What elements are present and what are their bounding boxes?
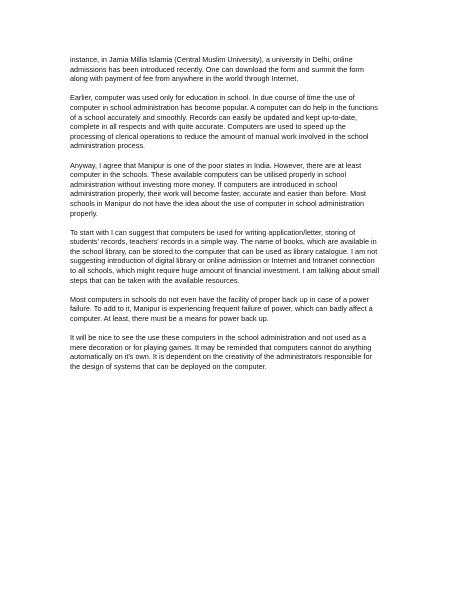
paragraph-line: To start with I can suggest that computers be used for writing application/letter, storing of (70, 227, 356, 237)
paragraph-line: administration process. (70, 141, 146, 151)
paragraph-line: instance, in Jamia Millia Islamia (Central Muslim University), a university in Delhi, online (70, 55, 353, 64)
paragraph-line: the school library, can be stored to the computer that can be used as library catalogue. I am not (70, 246, 378, 256)
paragraph-line: administration properly, their work will become faster, accurate and easier than before. Most (70, 189, 366, 199)
paragraph-line: It will be nice to see the use these computers in the school administration and not used as a (70, 333, 367, 343)
paragraph-line: Earlier, computer was used only for education in school. In due course of time the use of (70, 93, 355, 103)
document-body (70, 55, 410, 381)
paragraph-line: steps that can be taken with the available resources. (70, 275, 240, 285)
paragraph-line: complete in all respects and with quite accurate. Computers are used to speed up the (70, 122, 346, 132)
paragraph-conclusion (70, 333, 410, 371)
paragraph-line: processing of clerical operations to reduce the amount of manual work involved in the school (70, 131, 369, 141)
paragraph-line: automatically on it's own. It is dependent on the creativity of the administrators responsible for (70, 352, 372, 362)
paragraph-line: properly. (70, 208, 98, 218)
paragraph-line: suggesting introduction of digital library or online admission or Internet and Intranet connection (70, 256, 375, 266)
paragraph-line: computer in the schools. These available computers can be utilised properly in school (70, 170, 347, 180)
paragraph-online-admissions (70, 55, 410, 84)
paragraph-line: computer. At least, there must be a means for power back up. (70, 314, 269, 324)
paragraph-line: schools in Manipur do not have the idea about the use of computer in school administration (70, 198, 365, 208)
paragraph-line: administration without investing more money. If computers are introduced in school (70, 179, 338, 189)
paragraph-line: computer in school administration has become popular. A computer can do help in the functions (70, 102, 378, 112)
paragraph-manipur-schools (70, 161, 410, 219)
paragraph-line: along with payment of fee from anywhere in the world through Internet. (70, 74, 299, 84)
paragraph-power-backup (70, 295, 410, 324)
paragraph-line: to all schools, which might require huge amount of financial investment. I am talking about small (70, 266, 380, 276)
paragraph-line: Anyway, I agree that Manipur is one of the poor states in India. However, there are at least (70, 160, 362, 170)
paragraph-line: admissions has been introduced recently. One can download the form and summit the form (70, 64, 364, 74)
paragraph-line: the design of systems that can be deployed on the computer. (70, 362, 267, 371)
paragraph-line: failure. To add to it, Manipur is experiencing frequent failure of power, which can badly affect a (70, 304, 373, 314)
paragraph-line: students' records, teachers' records in a simple way. The name of books, which are available in (70, 237, 377, 247)
paragraph-line: Most computers in schools do not even have the facility of proper back up in case of a power (70, 294, 369, 304)
paragraph-computer-history (70, 93, 410, 151)
paragraph-line: of a school accurately and smoothly. Records can easily be updated and kept up-to-date, (70, 112, 358, 122)
paragraph-line: mere decoration or for playing games. It may be reminded that computers cannot do anything (70, 342, 372, 352)
paragraph-suggestions (70, 228, 410, 286)
